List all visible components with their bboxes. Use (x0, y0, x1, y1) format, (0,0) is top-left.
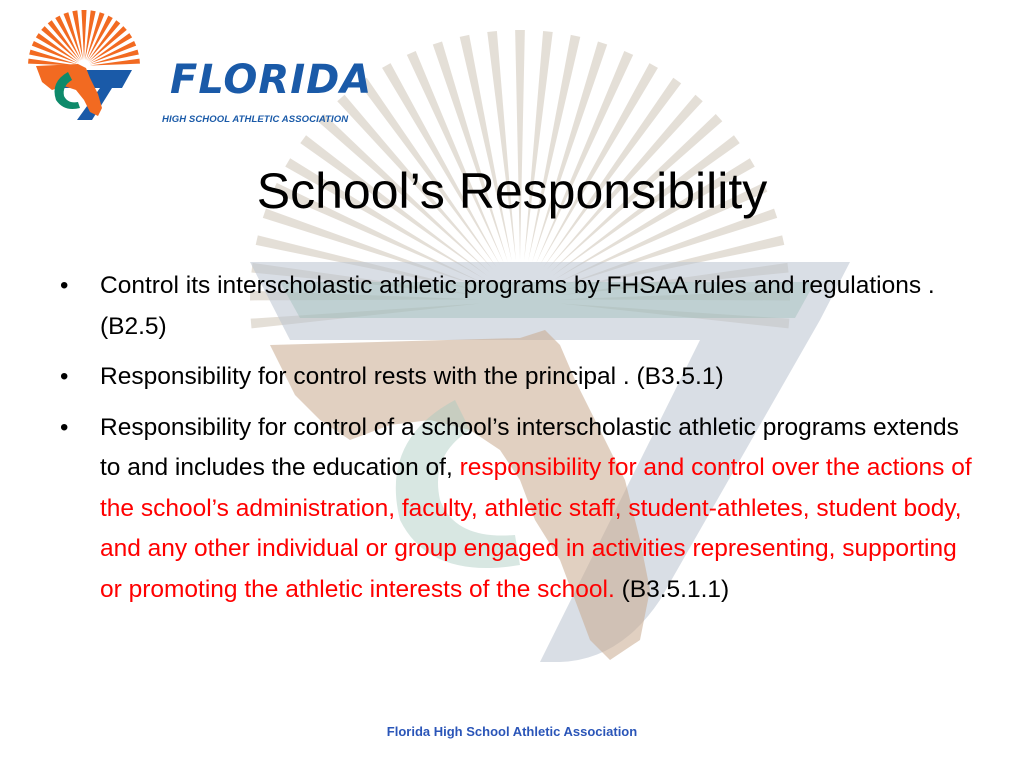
bullet-item (56, 357, 976, 398)
bullet-item (56, 266, 976, 347)
bullet-text: Responsibility for control of a school’s interscholastic athletic programs extends to and includes the education of, (100, 413, 959, 481)
bullet-emphasis-text: responsibility for and control over the actions of the school’s administration, faculty, athletic staff, student-athletes, student body, and any other individual or group engaged in activities representing, supporting or promoting the athletic interests of the school. (100, 454, 972, 603)
logo-wordmark: FLORIDA (170, 57, 373, 103)
bullet-reference: (B3.5.1.1) (621, 575, 730, 603)
slide-title: School’s Responsibility (256, 163, 768, 219)
logo-subtitle: HIGH SCHOOL ATHLETIC ASSOCIATION (162, 114, 349, 125)
bullet-dot-icon: • (60, 272, 69, 299)
logo-emblem-icon (22, 8, 172, 126)
bullet-dot-icon: • (60, 363, 69, 390)
bullet-text: Responsibility for control rests with the principal . (B3.5.1) (100, 363, 724, 390)
bullet-item (56, 408, 976, 611)
slide-footer: Florida High School Athletic Association (386, 724, 638, 739)
bullet-list (56, 266, 976, 620)
bullet-text: Control its interscholastic athletic programs by FHSAA rules and regulations .(B2.5) (100, 272, 935, 340)
bullet-dot-icon: • (60, 413, 69, 441)
fhsaa-logo (22, 8, 373, 126)
